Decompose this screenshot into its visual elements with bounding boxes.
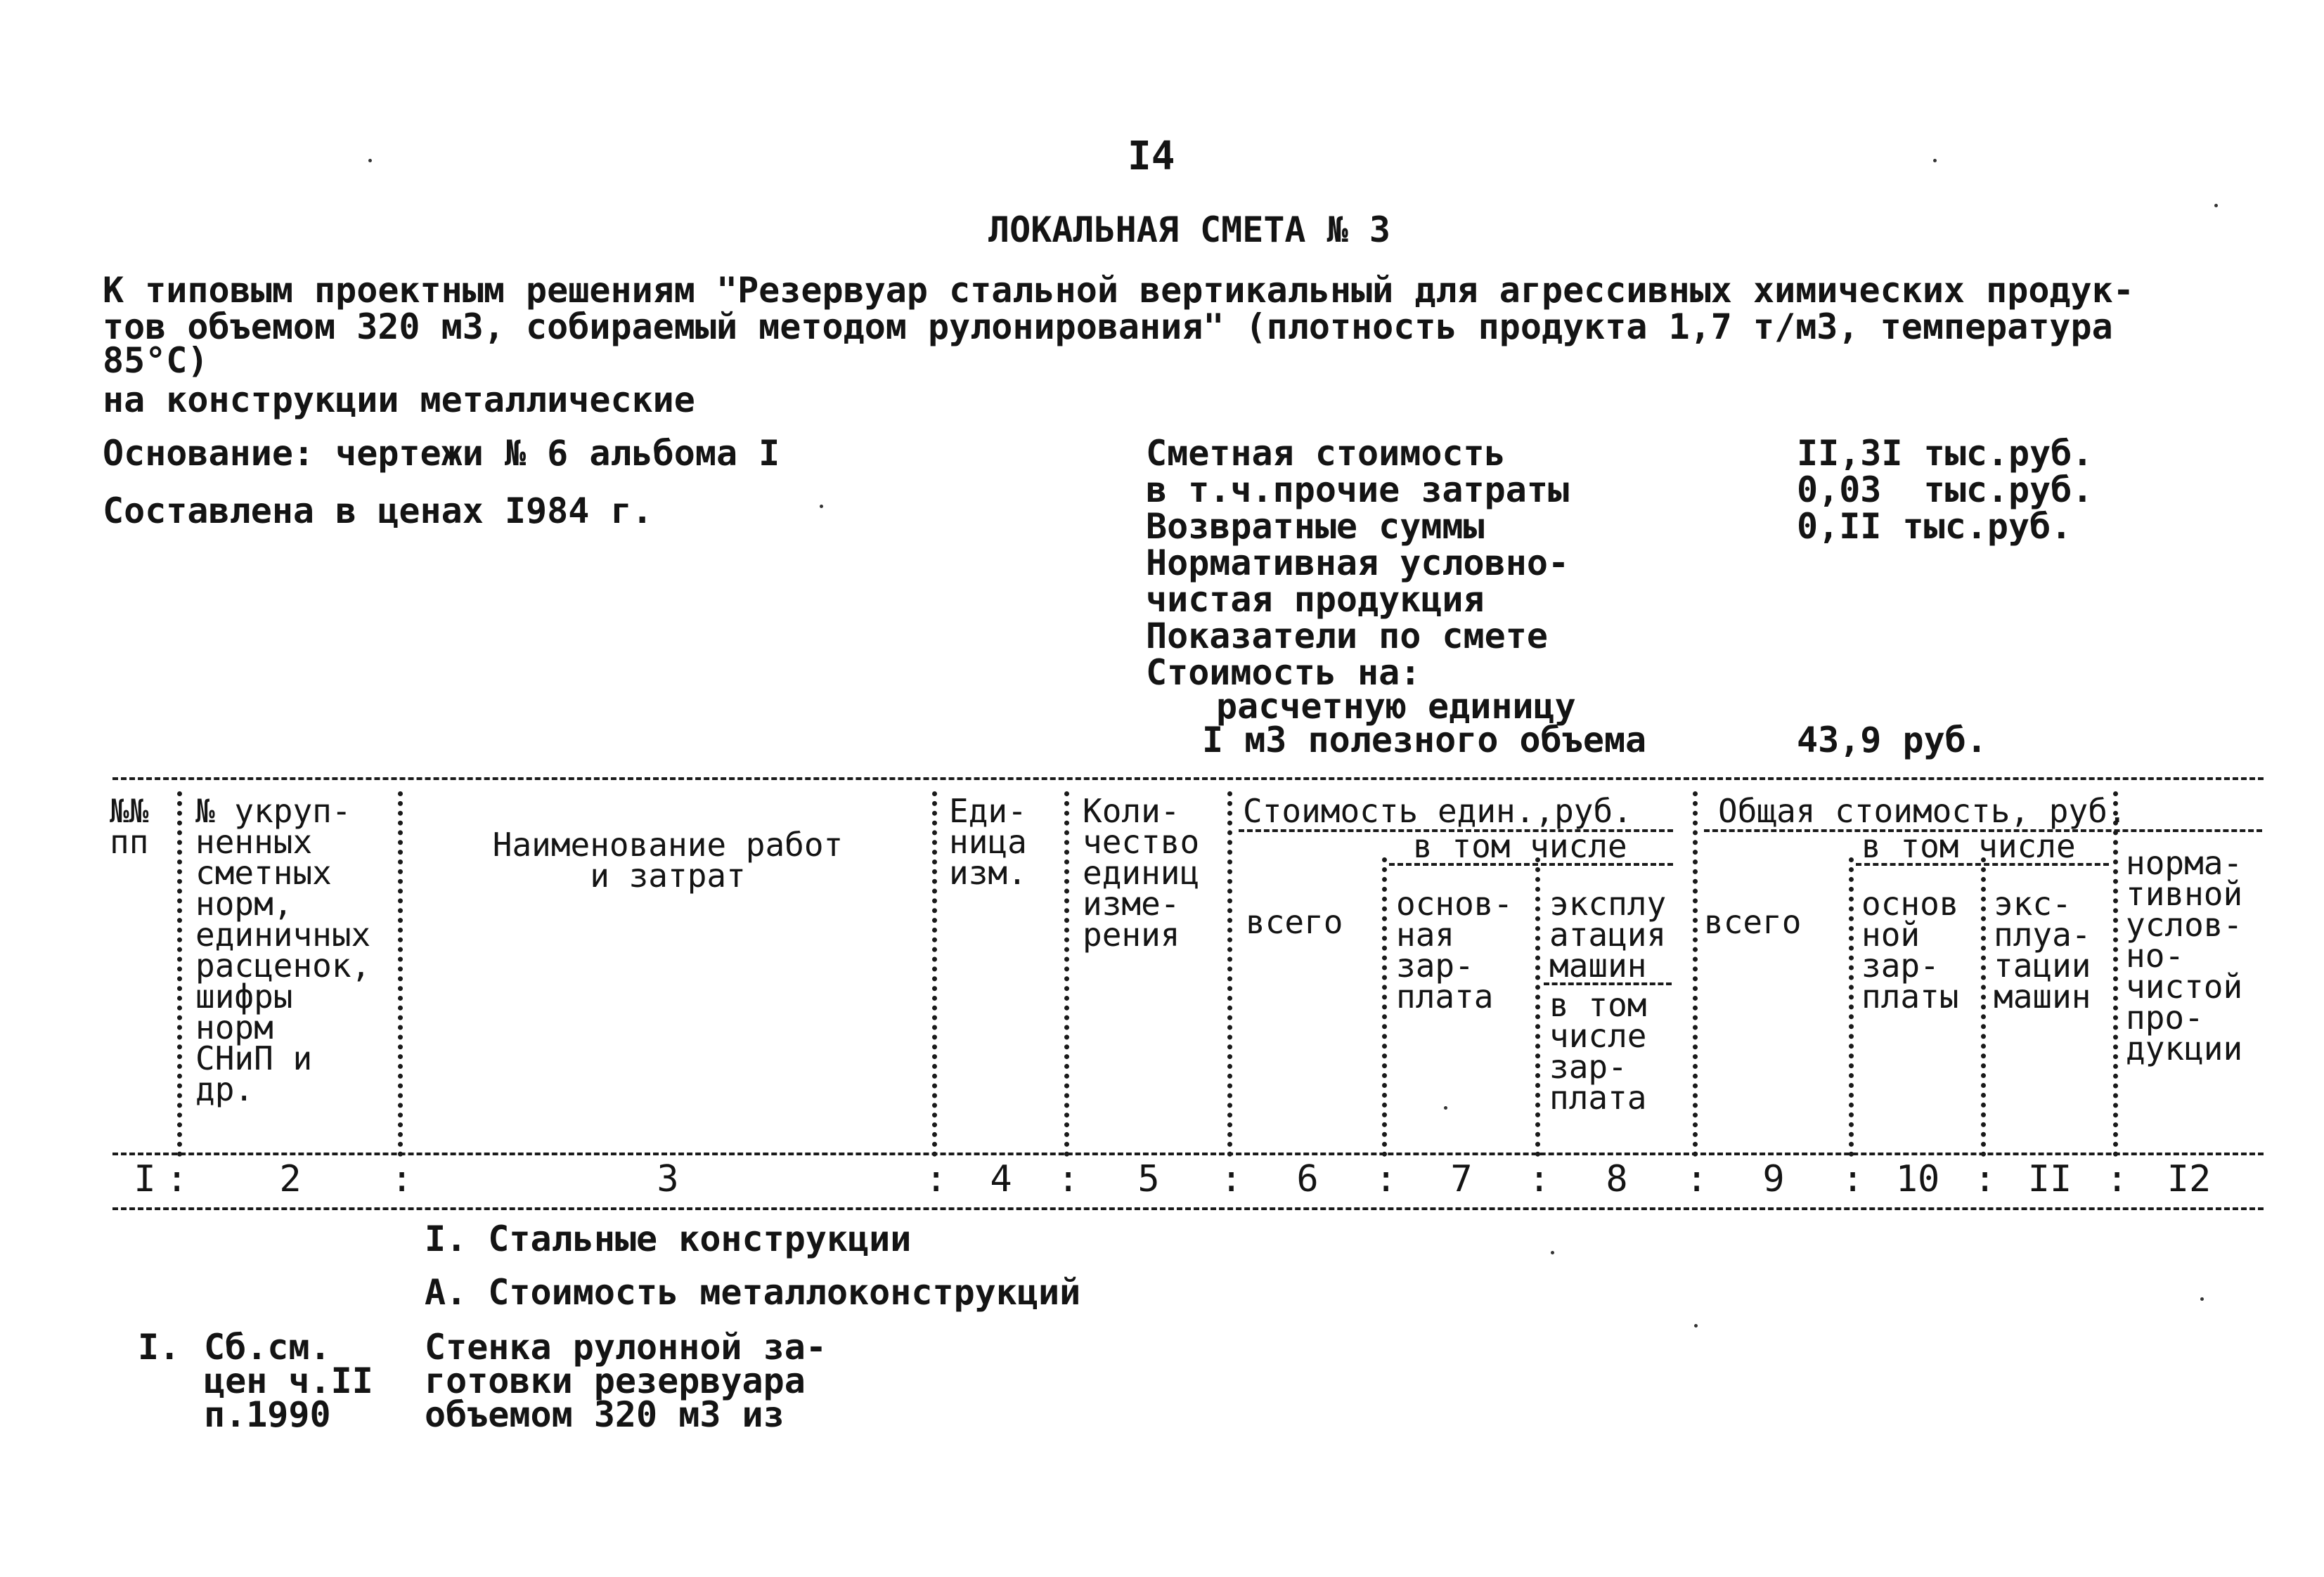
hdr-c4-line1: Еди- xyxy=(949,792,1027,830)
hdr-c10-line3: зар- xyxy=(1861,947,1939,985)
row-name-line2: готовки резервуара xyxy=(425,1361,806,1401)
page-number: I4 xyxy=(1128,134,1175,179)
row-code-line2: цен ч.II xyxy=(204,1361,373,1401)
hdr-c2-line: ненных xyxy=(195,823,313,861)
summary-stoimost-na: Стоимость на: xyxy=(1146,652,1421,693)
hdr-c4-line2: ница xyxy=(949,823,1027,861)
summary-vozvratnye-value: 0,II тыс.руб. xyxy=(1797,506,2072,547)
hdr-c6: всего xyxy=(1246,903,1343,941)
summary-raschet-1: расчетную единицу xyxy=(1216,686,1576,727)
hdr-c8b-line1: в том xyxy=(1549,986,1647,1024)
basis-drawings: Основание: чертежи № 6 альбома I xyxy=(103,433,780,474)
hdr-c2-line: сметных xyxy=(195,854,332,892)
hdr-c12-line7: дукции xyxy=(2126,1030,2243,1067)
section-a-heading: А. Стоимость металлоконструкций xyxy=(425,1272,1081,1313)
colnum-3: 3 xyxy=(657,1158,679,1200)
table-numbers-rule xyxy=(112,1207,2264,1210)
colnum-12: I2 xyxy=(2167,1158,2212,1200)
summary-pokazateli: Показатели по смете xyxy=(1146,616,1548,656)
col-sep-5 xyxy=(1227,791,1232,1157)
intro-line-3: 85°С) xyxy=(103,340,209,381)
hdr-c2-line: единичных xyxy=(195,916,371,954)
col-sep-10 xyxy=(1981,857,1986,1157)
summary-raschet-value: 43,9 руб. xyxy=(1797,720,1987,760)
hdr-c8a-line2: атация xyxy=(1549,916,1667,954)
table-header-rule xyxy=(112,1153,2264,1155)
hdr-c2-line: расценок, xyxy=(195,947,371,985)
colnum-10: 10 xyxy=(1895,1158,1940,1200)
colnum-1: I xyxy=(134,1158,156,1200)
hdr-c11-line1: экс- xyxy=(1994,885,2072,923)
hdr-c8a-line1: эксплу xyxy=(1549,885,1667,923)
col-sep-4 xyxy=(1064,791,1069,1157)
row-name-line3: объемом 320 м3 из xyxy=(425,1394,785,1435)
col-sep-3 xyxy=(932,791,937,1157)
hdr-group2: Общая стоимость, руб. xyxy=(1718,792,2127,830)
scan-speck xyxy=(1933,159,1937,162)
hdr-c8b-line2: числе xyxy=(1549,1017,1647,1055)
hdr-c8b-line3: зар- xyxy=(1549,1048,1627,1086)
hdr-c12-line2: тивной xyxy=(2126,875,2243,913)
hdr-c3-line2: и затрат xyxy=(590,857,746,895)
intro-line-4: на конструкции металлические xyxy=(103,379,695,420)
hdr-c5-line3: единиц xyxy=(1083,854,1200,892)
row-name-line1: Стенка рулонной за- xyxy=(425,1327,827,1368)
colnum-6: 6 xyxy=(1296,1158,1319,1200)
colnum-7: 7 xyxy=(1450,1158,1473,1200)
col-sep-1 xyxy=(177,791,182,1157)
col-sep-8 xyxy=(1693,791,1698,1157)
colnum-sep: : xyxy=(1375,1158,1397,1200)
col-sep-6 xyxy=(1382,857,1387,1157)
scan-speck xyxy=(1551,1251,1554,1254)
colnum-8: 8 xyxy=(1606,1158,1628,1200)
scan-speck xyxy=(368,159,372,162)
hdr-c7-line1: основ- xyxy=(1396,885,1513,923)
hdr-c5-line1: Коли- xyxy=(1083,792,1180,830)
colnum-5: 5 xyxy=(1137,1158,1160,1200)
hdr-c10-line1: основ xyxy=(1861,885,1959,923)
hdr-c2-line: др. xyxy=(195,1070,254,1108)
scan-speck xyxy=(820,505,823,508)
hdr-c8a-line3: машин xyxy=(1549,947,1647,985)
colnum-sep: : xyxy=(1220,1158,1243,1200)
colnum-4: 4 xyxy=(990,1158,1012,1200)
hdr-c1-line2: пп xyxy=(110,823,149,861)
colnum-sep: : xyxy=(2106,1158,2129,1200)
scan-speck xyxy=(1444,1106,1447,1110)
hdr-c2-line: № укруп- xyxy=(195,792,351,830)
col-sep-2 xyxy=(398,791,403,1157)
summary-smetnaya-value: II,3I тыс.руб. xyxy=(1797,433,2093,474)
hdr-c12-line3: услов- xyxy=(2126,906,2243,944)
hdr-c2-line: СНиП и xyxy=(195,1039,313,1077)
hdr-c1-line1: №№ xyxy=(110,792,149,830)
scan-speck xyxy=(2200,1297,2204,1301)
summary-prochie-value: 0,03 тыс.руб. xyxy=(1797,469,2093,510)
col-sep-7 xyxy=(1535,857,1540,1157)
hdr-c11-line2: плуа- xyxy=(1994,916,2091,954)
row-code-line3: п.1990 xyxy=(204,1394,331,1435)
hdr-c12-line6: про- xyxy=(2126,999,2204,1037)
hdr-c2-line: норм, xyxy=(195,885,293,923)
row-code-line1: Сб.см. xyxy=(204,1327,331,1368)
document-title: ЛОКАЛЬНАЯ СМЕТА № 3 xyxy=(988,209,1390,250)
hdr-c2-line: норм xyxy=(195,1008,273,1046)
hdr-c7-line4: плата xyxy=(1396,978,1494,1015)
colnum-sep: : xyxy=(1974,1158,1996,1200)
hdr-c7-line3: зар- xyxy=(1396,947,1474,985)
colnum-11: II xyxy=(2027,1158,2072,1200)
hdr-c11-line4: машин xyxy=(1994,978,2091,1015)
basis-prices: Составлена в ценах I984 г. xyxy=(103,491,653,531)
hdr-c11-line3: тации xyxy=(1994,947,2091,985)
hdr-c12-line4: но- xyxy=(2126,937,2185,975)
scan-speck xyxy=(1694,1324,1698,1328)
hdr-group1-sub: в том числе xyxy=(1413,827,1627,865)
hdr-c8b-line4: плата xyxy=(1549,1079,1647,1117)
summary-raschet-2: I м3 полезного объема xyxy=(1202,720,1647,760)
hdr-group1: Стоимость един.,руб. xyxy=(1243,792,1632,830)
scan-speck xyxy=(2214,204,2218,207)
hdr-c9: всего xyxy=(1704,903,1802,941)
summary-smetnaya-label: Сметная стоимость xyxy=(1146,433,1506,474)
col-sep-11 xyxy=(2113,791,2118,1157)
intro-line-1: К типовым проектным решениям "Резервуар стальной вертикальный для агрессивных химических продук- xyxy=(103,270,2134,311)
hdr-c5-line4: изме- xyxy=(1083,885,1180,923)
summary-normativ-label-2: чистая продукция xyxy=(1146,579,1485,620)
hdr-c5-line2: чество xyxy=(1083,823,1200,861)
hdr-group2-sub: в том числе xyxy=(1861,827,2076,865)
hdr-c10-line2: ной xyxy=(1861,916,1920,954)
colnum-sep: : xyxy=(1842,1158,1864,1200)
hdr-c10-line4: платы xyxy=(1861,978,1959,1015)
hdr-c4-line3: изм. xyxy=(949,854,1027,892)
summary-vozvratnye-label: Возвратные суммы xyxy=(1146,506,1485,547)
hdr-c3-line1: Наименование работ xyxy=(492,826,844,864)
summary-normativ-label-1: Нормативная условно- xyxy=(1146,543,1570,583)
colnum-sep: : xyxy=(166,1158,188,1200)
summary-prochie-label: в т.ч.прочие затраты xyxy=(1146,469,1570,510)
hdr-c12-line5: чистой xyxy=(2126,968,2243,1006)
colnum-2: 2 xyxy=(279,1158,302,1200)
hdr-c2-line: шифры xyxy=(195,978,293,1015)
hdr-c7-line2: ная xyxy=(1396,916,1455,954)
colnum-sep: : xyxy=(391,1158,413,1200)
intro-line-2: тов объемом 320 м3, собираемый методом рулонирования" (плотность продукта 1,7 т/м3, температура xyxy=(103,306,2113,347)
table-top-rule xyxy=(112,777,2264,780)
colnum-sep: : xyxy=(1686,1158,1708,1200)
hdr-c12-line1: норма- xyxy=(2126,844,2243,882)
colnum-sep: : xyxy=(925,1158,948,1200)
col-sep-9 xyxy=(1849,857,1854,1157)
colnum-sep: : xyxy=(1528,1158,1551,1200)
row-number: I. xyxy=(138,1327,181,1368)
colnum-sep: : xyxy=(1057,1158,1080,1200)
hdr-c5-line5: рения xyxy=(1083,916,1180,954)
colnum-9: 9 xyxy=(1762,1158,1785,1200)
section-1-heading: I. Стальные конструкции xyxy=(425,1219,912,1259)
